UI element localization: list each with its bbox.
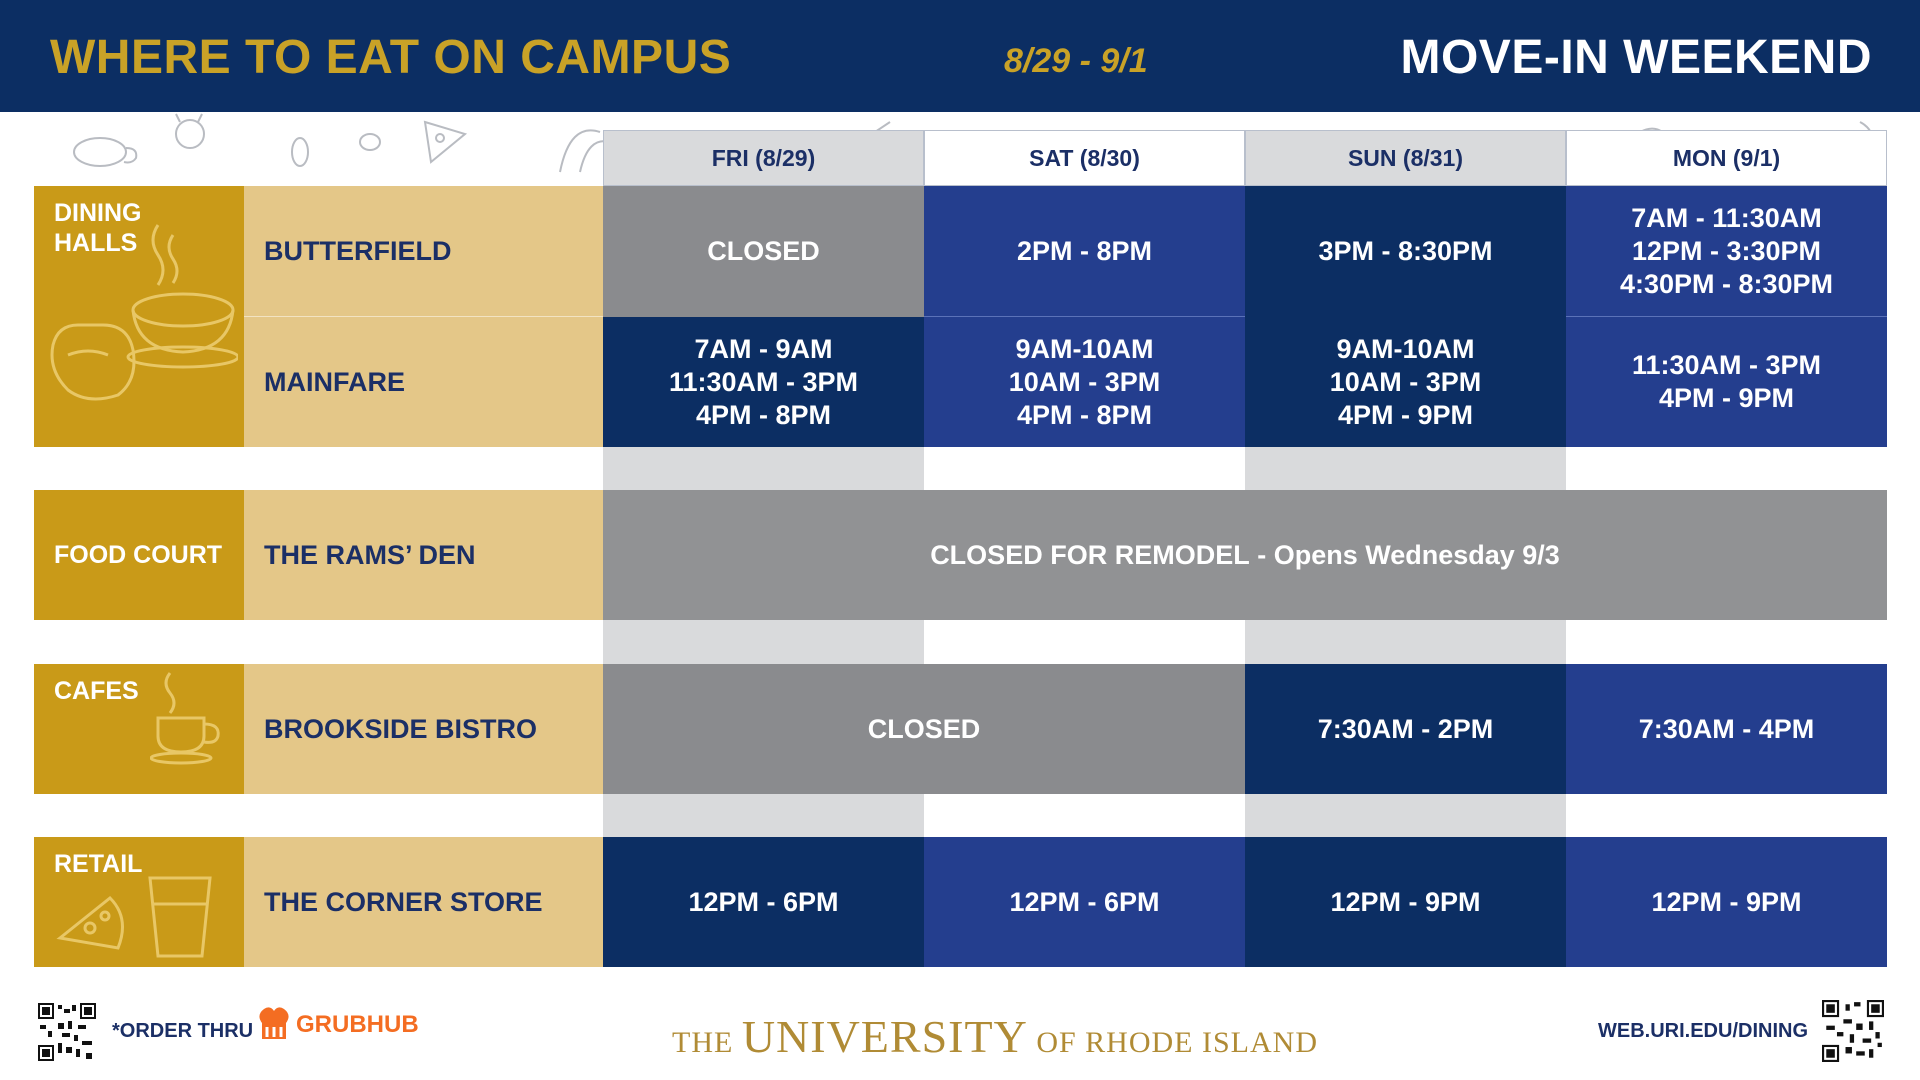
venue-brookside-bistro: BROOKSIDE BISTRO bbox=[244, 664, 603, 794]
day-header-mon: MON (9/1) bbox=[1566, 130, 1887, 186]
category-label: CAFES bbox=[54, 677, 139, 705]
hours-brookside-sun: 7:30AM - 2PM bbox=[1245, 664, 1566, 794]
university-logo: THE UNIVERSITY OF RHODE ISLAND bbox=[672, 1011, 1318, 1062]
grubhub-logo[interactable] bbox=[256, 1005, 419, 1045]
column-shade bbox=[603, 794, 924, 837]
venue-corner-store: THE CORNER STORE bbox=[244, 837, 603, 967]
day-header-fri: FRI (8/29) bbox=[603, 130, 924, 186]
header-bar bbox=[0, 0, 1920, 112]
date-range: 8/29 - 9/1 bbox=[1004, 42, 1148, 80]
column-shade bbox=[603, 620, 924, 664]
hours-brookside-fri-sat: CLOSED bbox=[603, 664, 1245, 794]
hours-corner-store-sat: 12PM - 6PM bbox=[924, 837, 1245, 967]
hours-butterfield-sat: 2PM - 8PM bbox=[924, 186, 1245, 317]
chef-hat-icon bbox=[256, 1005, 292, 1045]
column-shade bbox=[1245, 794, 1566, 837]
coffee-cup-icon bbox=[150, 668, 230, 768]
day-header-sat: SAT (8/30) bbox=[924, 130, 1245, 186]
hours-mainfare-fri: 7AM - 9AM 11:30AM - 3PM 4PM - 8PM bbox=[603, 317, 924, 447]
pizza-drink-icon bbox=[50, 868, 220, 964]
hours-mainfare-sun: 9AM-10AM 10AM - 3PM 4PM - 9PM bbox=[1245, 317, 1566, 447]
category-label: RETAIL bbox=[54, 850, 143, 878]
column-shade bbox=[603, 447, 924, 490]
qr-code-icon[interactable] bbox=[1822, 1000, 1884, 1062]
column-shade bbox=[1245, 447, 1566, 490]
hours-mainfare-sat: 9AM-10AM 10AM - 3PM 4PM - 8PM bbox=[924, 317, 1245, 447]
hours-butterfield-mon: 7AM - 11:30AM 12PM - 3:30PM 4:30PM - 8:30PM bbox=[1566, 186, 1887, 317]
event-title: MOVE-IN WEEKEND bbox=[1400, 31, 1872, 84]
venue-mainfare: MAINFARE bbox=[244, 317, 603, 447]
soup-bowl-icon bbox=[48, 205, 238, 415]
hours-butterfield-fri: CLOSED bbox=[603, 186, 924, 317]
grubhub-wordmark: GRUBHUB bbox=[296, 1011, 419, 1038]
closed-remodel-label: CLOSED FOR REMODEL bbox=[930, 539, 1250, 570]
column-shade bbox=[1245, 620, 1566, 664]
category-food-court: FOOD COURT bbox=[34, 490, 244, 620]
hours-rams-den-closed bbox=[603, 490, 1887, 620]
qr-code-icon[interactable] bbox=[38, 1003, 96, 1061]
page-title: WHERE TO EAT ON CAMPUS bbox=[50, 31, 732, 84]
venue-rams-den: THE RAMS’ DEN bbox=[244, 490, 603, 620]
website-link[interactable]: WEB.URI.EDU/DINING bbox=[1598, 1020, 1808, 1042]
hours-corner-store-sun: 12PM - 9PM bbox=[1245, 837, 1566, 967]
category-label: DINING HALLS bbox=[54, 199, 142, 257]
hours-corner-store-fri: 12PM - 6PM bbox=[603, 837, 924, 967]
hours-butterfield-sun: 3PM - 8:30PM bbox=[1245, 186, 1566, 317]
day-header-sun: SUN (8/31) bbox=[1245, 130, 1566, 186]
hours-corner-store-mon: 12PM - 9PM bbox=[1566, 837, 1887, 967]
reopen-note: - Opens Wednesday 9/3 bbox=[1249, 539, 1560, 570]
venue-butterfield: BUTTERFIELD bbox=[244, 186, 603, 317]
order-thru-label: *ORDER THRU bbox=[112, 1020, 254, 1042]
hours-brookside-mon: 7:30AM - 4PM bbox=[1566, 664, 1887, 794]
hours-mainfare-mon: 11:30AM - 3PM 4PM - 9PM bbox=[1566, 317, 1887, 447]
